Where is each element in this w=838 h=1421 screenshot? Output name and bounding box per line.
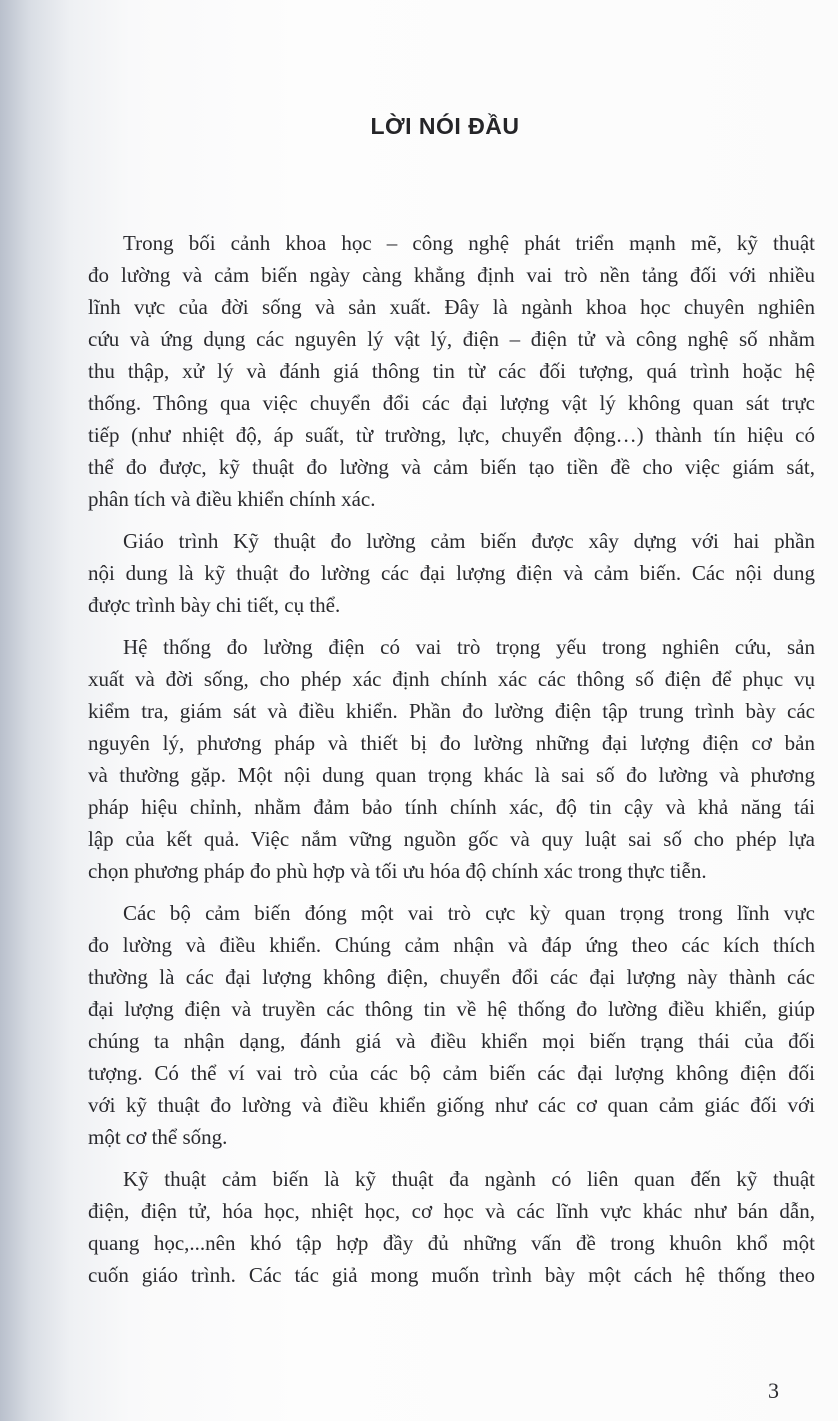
text-line: điện, điện tử, hóa học, nhiệt học, cơ học và các lĩnh vực khác như bán dẫn,	[88, 1199, 815, 1223]
text-line: Các bộ cảm biến đóng một vai trò cực kỳ quan trọng trong lĩnh vực	[123, 901, 815, 925]
paragraph	[88, 897, 815, 1153]
text-line: với kỹ thuật đo lường và điều khiển giống như các cơ quan cảm giác đối với	[88, 1093, 815, 1117]
text-line: một cơ thể sống.	[88, 1125, 228, 1149]
text-line: tiếp (như nhiệt độ, áp suất, từ trường, lực, chuyển động…) thành tín hiệu có	[88, 423, 815, 447]
text-line: nguyên lý, phương pháp và thiết bị đo lường những đại lượng điện cơ bản	[88, 731, 815, 755]
text-line: lập của kết quả. Việc nắm vững nguồn gốc và quy luật sai số cho phép lựa	[88, 827, 815, 851]
text-line: chúng ta nhận dạng, đánh giá và điều khiển mọi biến trạng thái của đối	[88, 1029, 815, 1053]
text-line: cứu và ứng dụng các nguyên lý vật lý, điện – điện tử và công nghệ số nhằm	[88, 327, 815, 351]
document-body	[88, 227, 815, 1301]
text-line: quang học,...nên khó tập hợp đầy đủ những vấn đề trong khuôn khổ một	[88, 1231, 815, 1255]
text-line: thường là các đại lượng không điện, chuyển đổi các đại lượng này thành các	[88, 965, 815, 989]
text-line: phân tích và điều khiển chính xác.	[88, 487, 376, 511]
text-line: xuất và đời sống, cho phép xác định chính xác các thông số điện để phục vụ	[88, 667, 815, 691]
text-line: đo lường và cảm biến ngày càng khẳng định vai trò nền tảng đối với nhiều	[88, 263, 815, 287]
text-line: Giáo trình Kỹ thuật đo lường cảm biến được xây dựng với hai phần	[123, 529, 815, 553]
text-line: cuốn giáo trình. Các tác giả mong muốn trình bày một cách hệ thống theo	[88, 1263, 815, 1287]
page-title: LỜI NÓI ĐẦU	[370, 113, 520, 139]
text-line: Trong bối cảnh khoa học – công nghệ phát triển mạnh mẽ, kỹ thuật	[123, 231, 815, 255]
paragraph	[88, 631, 815, 887]
text-line: thống. Thông qua việc chuyển đổi các đại lượng vật lý không quan sát trực	[88, 391, 815, 415]
page-number: 3	[768, 1378, 779, 1403]
text-line: pháp hiệu chỉnh, nhằm đảm bảo tính chính xác, độ tin cậy và khả năng tái	[88, 795, 815, 819]
paragraph	[88, 525, 815, 621]
text-line: Kỹ thuật cảm biến là kỹ thuật đa ngành có liên quan đến kỹ thuật	[123, 1167, 815, 1191]
text-line: thể đo được, kỹ thuật đo lường và cảm biến tạo tiền đề cho việc giám sát,	[88, 455, 815, 479]
text-line: thu thập, xử lý và đánh giá thông tin từ các đối tượng, quá trình hoặc hệ	[88, 359, 815, 383]
paragraph	[88, 227, 815, 515]
text-line: và thường gặp. Một nội dung quan trọng khác là sai số đo lường và phương	[88, 763, 815, 787]
paragraph	[88, 1163, 815, 1291]
text-line: chọn phương pháp đo phù hợp và tối ưu hóa độ chính xác trong thực tiễn.	[88, 859, 707, 883]
text-line: được trình bày chi tiết, cụ thể.	[88, 593, 341, 617]
text-line: kiểm tra, giám sát và điều khiển. Phần đo lường điện tập trung trình bày các	[88, 699, 815, 723]
text-line: đại lượng điện và truyền các thông tin về hệ thống đo lường điều khiển, giúp	[88, 997, 815, 1021]
text-line: nội dung là kỹ thuật đo lường các đại lượng điện và cảm biến. Các nội dung	[88, 561, 815, 585]
text-line: tượng. Có thể ví vai trò của các bộ cảm biến các đại lượng không điện đối	[88, 1061, 815, 1085]
text-line: Hệ thống đo lường điện có vai trò trọng yếu trong nghiên cứu, sản	[123, 635, 815, 659]
text-line: lĩnh vực của đời sống và sản xuất. Đây là ngành khoa học chuyên nghiên	[88, 295, 815, 319]
text-line: đo lường và điều khiển. Chúng cảm nhận và đáp ứng theo các kích thích	[88, 933, 815, 957]
